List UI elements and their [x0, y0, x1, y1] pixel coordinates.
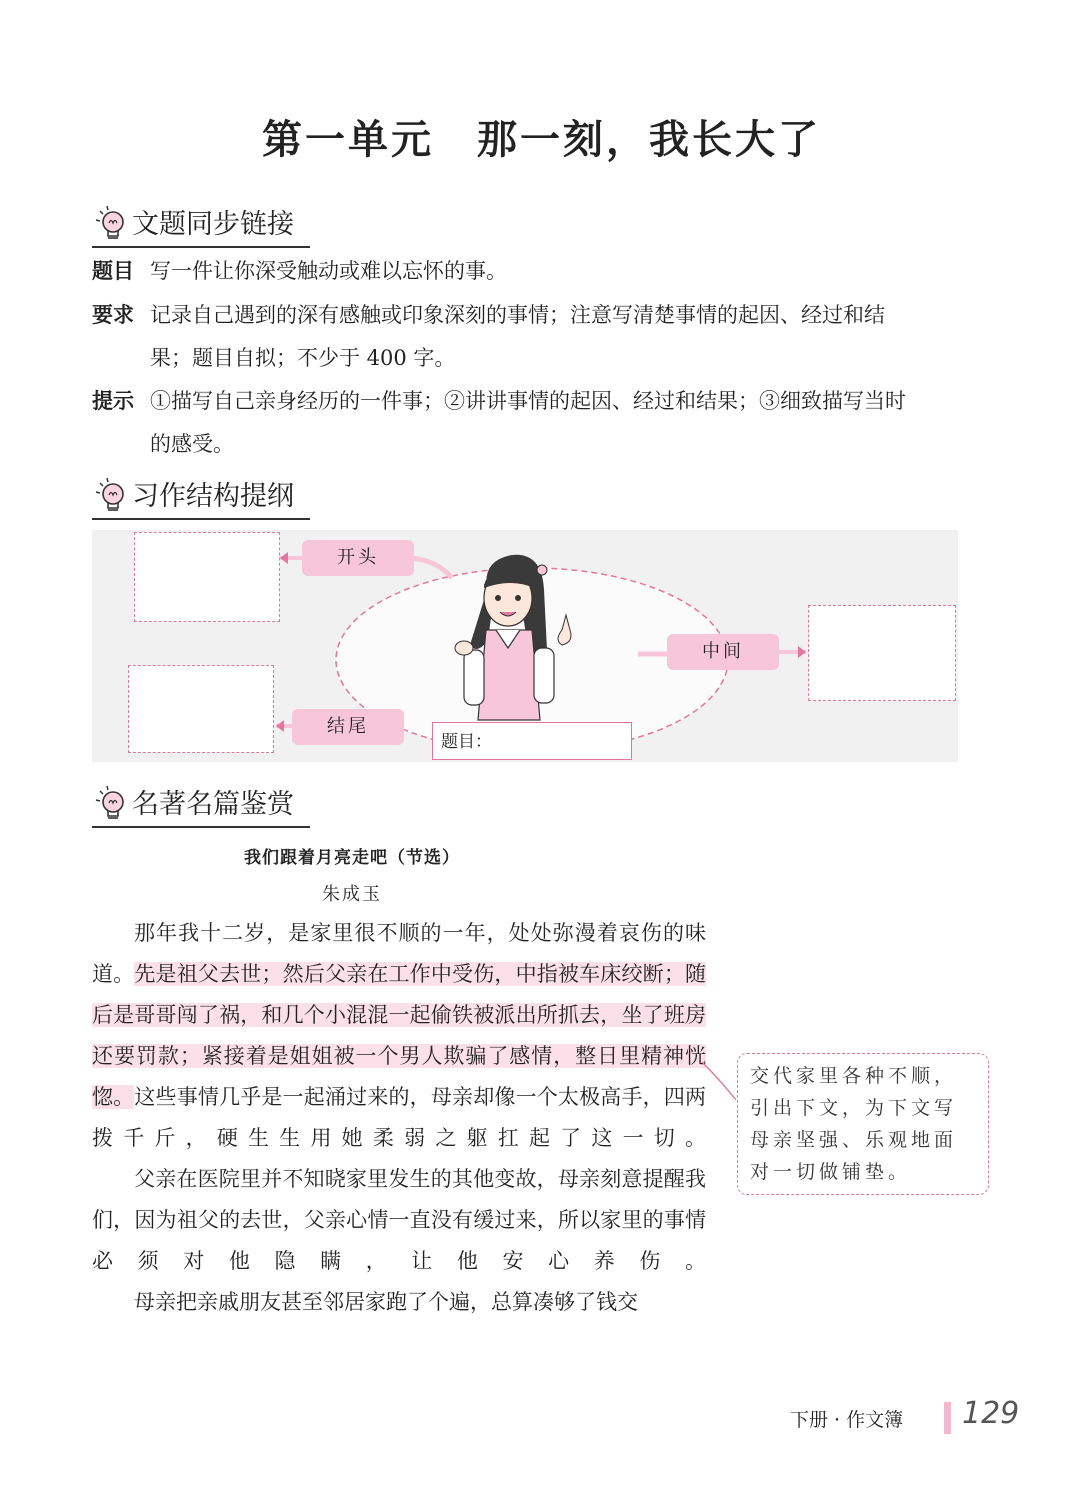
paragraph-1: [92, 913, 706, 1159]
section-header-sync-link: [92, 205, 312, 247]
section-header-outline: [92, 477, 312, 519]
requirement-text-line2: 果；题目自拟；不少于 400 字。: [150, 346, 456, 370]
section-title: 文题同步链接: [132, 209, 294, 240]
requirement-row: [92, 294, 1002, 337]
requirement-text-line1: 记录自己遇到的深有感触或印象深刻的事情；注意写清楚事情的起因、经过和结: [150, 303, 885, 327]
start-answer-box[interactable]: [134, 532, 280, 622]
topic-input-box[interactable]: 题目：: [432, 722, 632, 760]
section-underline: [92, 518, 310, 520]
paragraph-1-end: 这些事情几乎是一起涌过来的，母亲却像一个太极高手，四两拨千斤，硬生生用她柔弱之躯扛起了这一切。: [92, 1085, 706, 1150]
footer-book-label: 下册 · 作文簿: [790, 1409, 904, 1431]
section-title: 名著名篇鉴赏: [132, 789, 294, 820]
section-underline: [92, 826, 310, 828]
unit-title: 第一单元 那一刻，我长大了: [262, 116, 821, 163]
paragraph-1-start: 那年我十二岁，是家里很不顺的一年，处处弥漫着哀伤的味道。: [92, 921, 706, 986]
end-answer-box[interactable]: [128, 665, 274, 753]
hint-label: 提示: [92, 389, 134, 413]
lightbulb-icon: [92, 205, 128, 247]
paragraph-2: 父亲在医院里并不知晓家里发生的其他变故，母亲刻意提醒我们，因为祖父的去世，父亲心情一直没有缓过来，所以家里的事情必须对他隐瞒，让他安心养伤。: [92, 1167, 706, 1273]
middle-answer-box[interactable]: [808, 605, 956, 701]
section-title: 习作结构提纲: [132, 481, 294, 512]
topic-text: 写一件让你深受触动或难以忘怀的事。: [150, 259, 507, 283]
footer-divider: [944, 1402, 951, 1434]
end-label: 结尾: [292, 709, 404, 745]
annotation-note: 交代家里各种不顺，引出下文，为下文写母亲坚强、乐观地面对一切做铺垫。: [737, 1053, 989, 1195]
section-header-classics: [92, 785, 312, 827]
start-label: 开头: [302, 540, 414, 576]
hint-text-line1: ①描写自己亲身经历的一件事；②讲讲事情的起因、经过和结果；③细致描写当时: [150, 389, 906, 413]
topic-row: [92, 250, 1002, 293]
essay-author: 朱成玉: [322, 884, 382, 905]
highlighted-text: 先是祖父去世；然后父亲在工作中受伤，中指被车床绞断；随后是哥哥闯了祸，和几个小混混一起偷铁被派出所抓去，坐了班房还要罚款；紧接着是姐姐被一个男人欺骗了感情，整日里精神恍惚。: [92, 962, 706, 1109]
annotation-connector: [700, 1060, 740, 1110]
hint-row: [92, 380, 1002, 423]
outline-diagram: [92, 530, 958, 762]
hint-text-line2: 的感受。: [150, 432, 234, 456]
page-number: 129: [962, 1396, 1020, 1431]
lightbulb-icon: [92, 477, 128, 519]
essay-body: [92, 913, 706, 1323]
paragraph-3: 母亲把亲戚朋友甚至邻居家跑了个遍，总算凑够了钱交: [134, 1290, 638, 1314]
section-underline: [92, 246, 310, 248]
essay-title: 我们跟着月亮走吧（节选）: [244, 848, 460, 868]
lightbulb-icon: [92, 785, 128, 827]
middle-label: 中间: [667, 634, 779, 670]
topic-label: 题目: [92, 259, 134, 283]
requirement-label: 要求: [92, 303, 134, 327]
